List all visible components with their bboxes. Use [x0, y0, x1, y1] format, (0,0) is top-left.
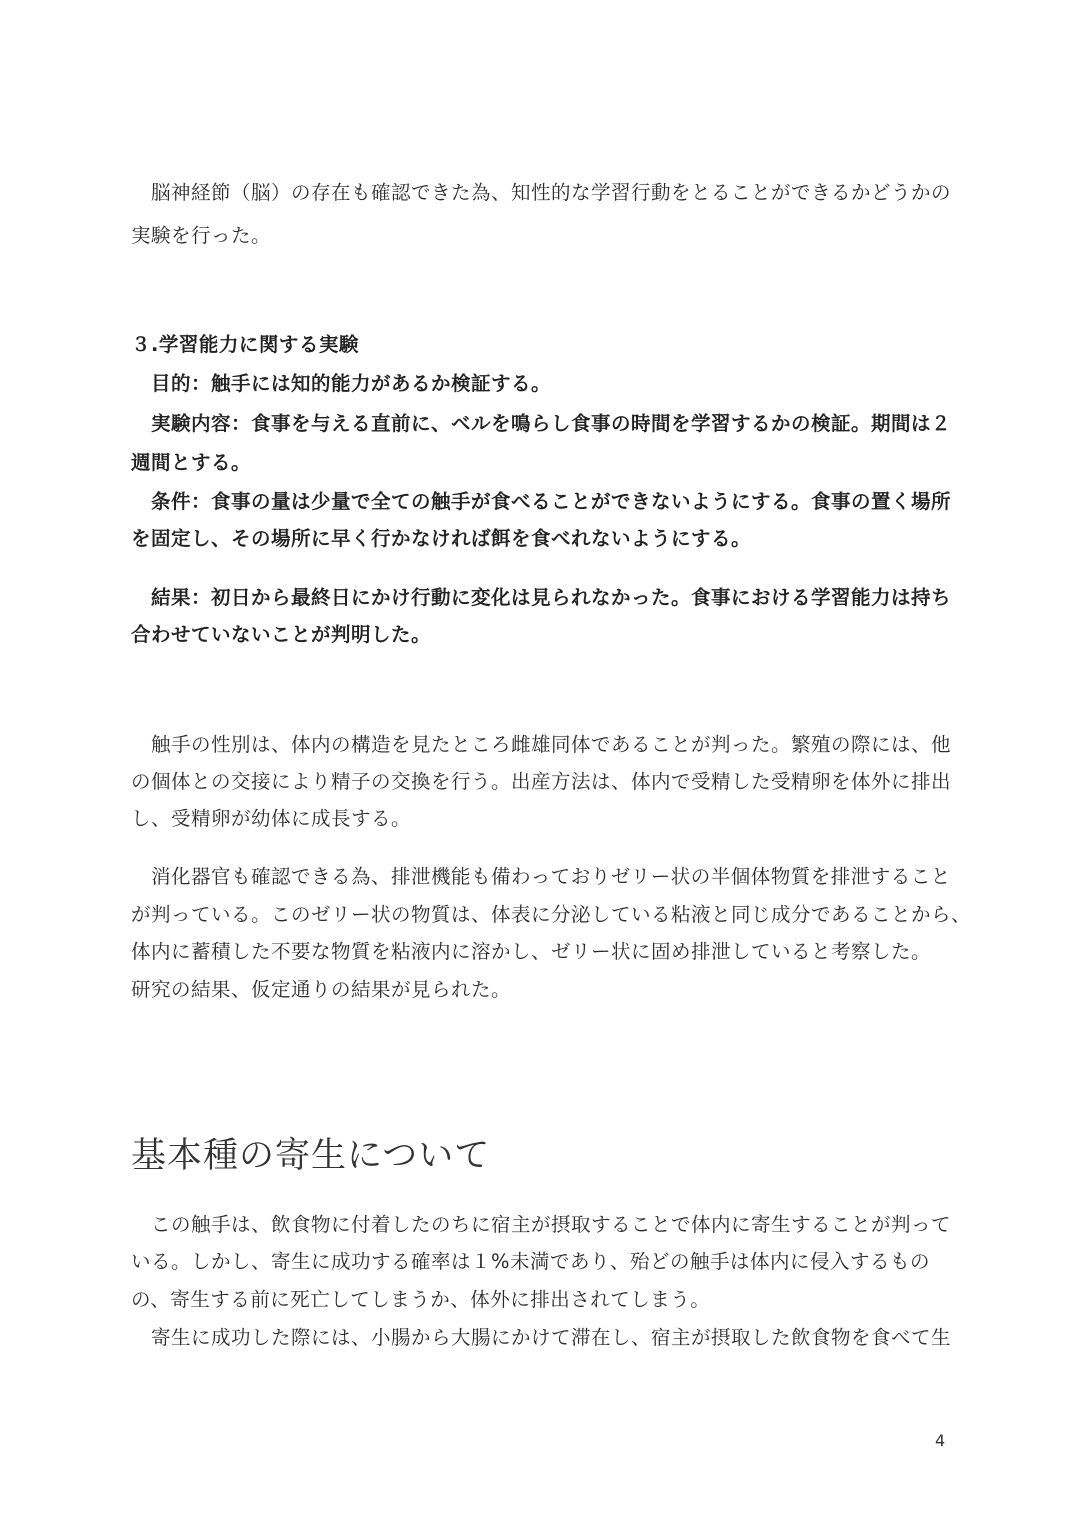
intro-line-1: 脳神経節（脳）の存在も確認できた為、知性的な学習行動をとることができるかどうかの	[151, 181, 952, 204]
experiment-title: ３.学習能力に関する実験	[131, 333, 359, 356]
experiment-content-line-1: 実験内容：食事を与える直前に、ベルを鳴らし食事の時間を学習するかの検証。期間は２	[151, 412, 952, 435]
parasitism-line-2: いる。しかし、寄生に成功する確率は１%未満であり、殆どの触手は体内に侵入するもの	[131, 1250, 931, 1273]
digestion-line-4: 研究の結果、仮定通りの結果が見られた。	[131, 978, 512, 1001]
reproduction-line-2: の個体との交接により精子の交換を行う。出産方法は、体内で受精した受精卵を体外に排出	[131, 770, 952, 793]
experiment-result-line-1: 結果：初日から最終日にかけ行動に変化は見られなかった。食事における学習能力は持ち	[151, 586, 952, 609]
experiment-purpose: 目的：触手には知的能力があるか検証する。	[151, 372, 552, 395]
experiment-content-line-2: 週間とする。	[131, 451, 252, 474]
parasitism-line-1: この触手は、飲食物に付着したのちに宿主が摂取することで体内に寄生することが判って	[151, 1213, 952, 1236]
digestion-line-3: 体内に蓄積した不要な物質を粘液内に溶かし、ゼリー状に固め排泄していると考察した。	[131, 940, 932, 963]
section-heading: 基本種の寄生について	[131, 1136, 491, 1176]
page-number: 4	[935, 1431, 946, 1450]
digestion-line-2: が判っている。このゼリー状の物質は、体表に分泌している粘液と同じ成分であることから、	[131, 903, 972, 926]
experiment-conditions-line-2: を固定し、その場所に早く行かなければ餌を食べれないようにする。	[131, 527, 752, 550]
experiment-result-line-2: 合わせていないことが判明した。	[131, 623, 432, 646]
reproduction-line-3: し、受精卵が幼体に成長する。	[131, 807, 412, 830]
reproduction-line-1: 触手の性別は、体内の構造を見たところ雌雄同体であることが判った。繁殖の際には、他	[151, 733, 952, 756]
digestion-line-1: 消化器官も確認できる為、排泄機能も備わっておりゼリー状の半個体物質を排泄すること	[151, 865, 951, 888]
experiment-conditions-line-1: 条件：食事の量は少量で全ての触手が食べることができないようにする。食事の置く場所	[151, 490, 952, 513]
parasitism-line-3: の、寄生する前に死亡してしまうか、体外に排出されてしまう。	[131, 1288, 711, 1311]
intro-line-2: 実験を行った。	[131, 224, 272, 247]
parasitism-line-4: 寄生に成功した際には、小腸から大腸にかけて滞在し、宿主が摂取した飲食物を食べて生	[151, 1326, 952, 1349]
